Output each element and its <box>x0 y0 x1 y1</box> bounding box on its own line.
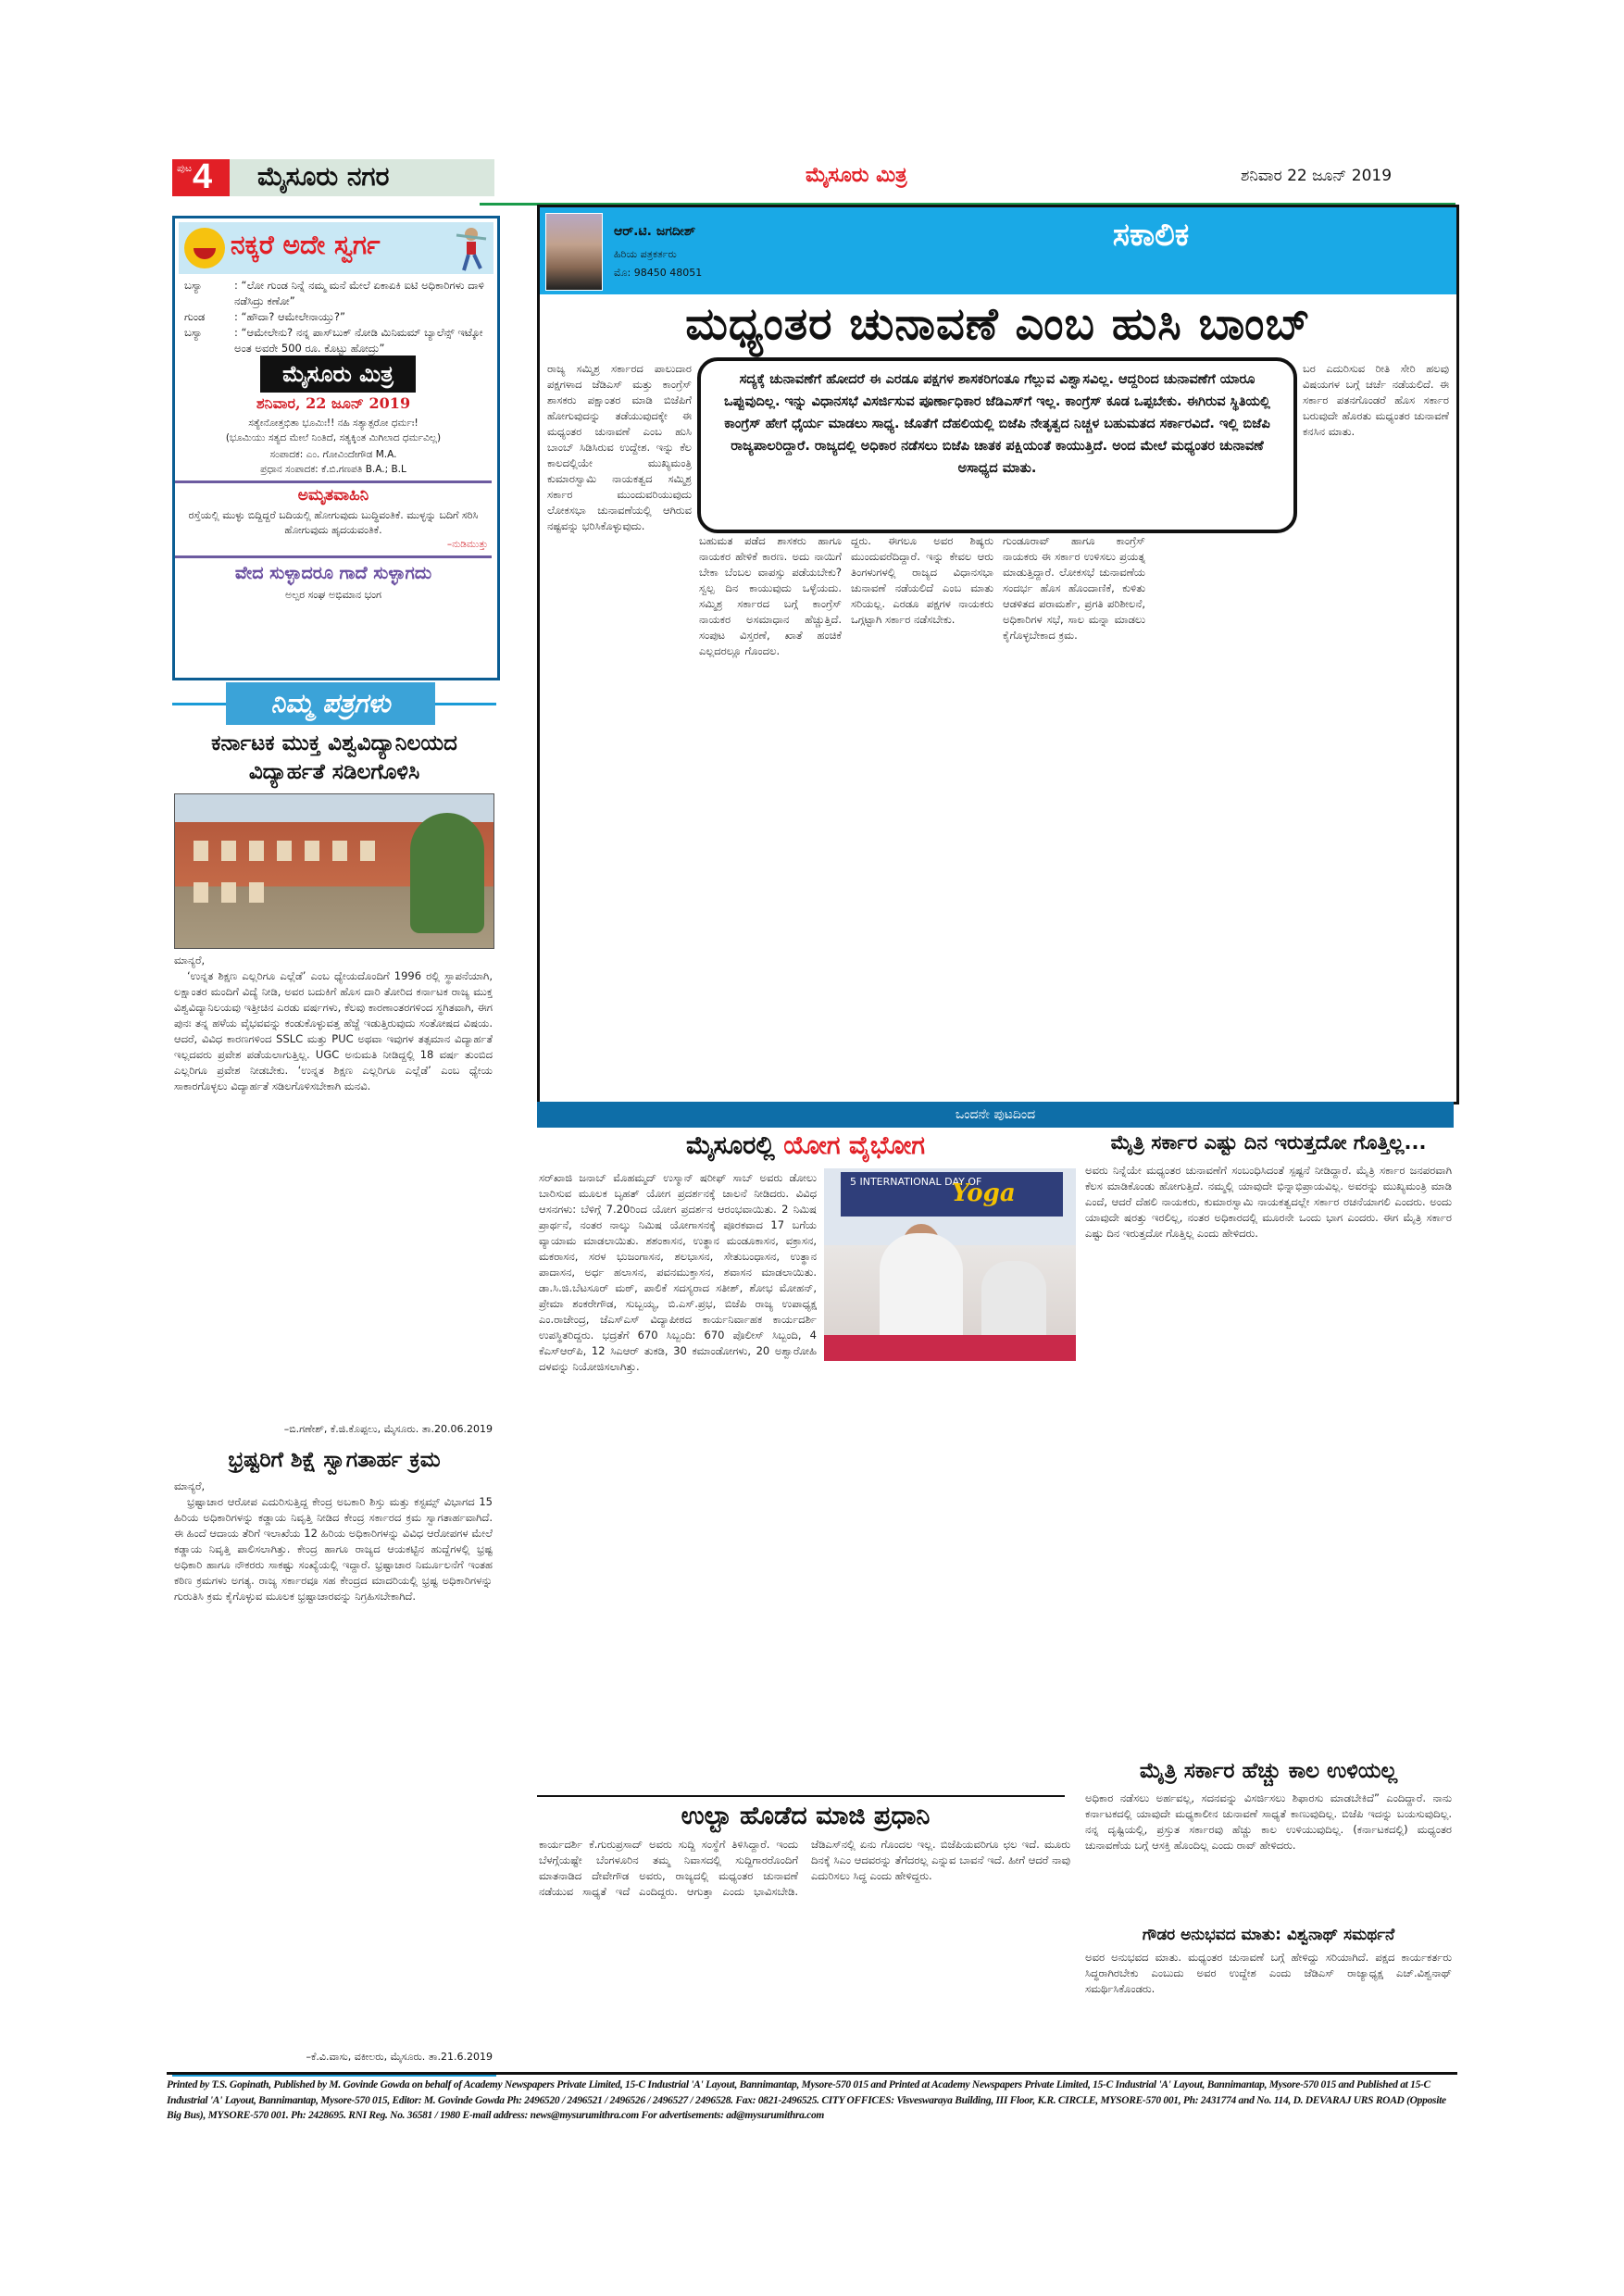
letter1-signature: –ಬಿ.ಗಣೇಶ್, ಕೆ.ಜಿ.ಕೊಪ್ಪಲು, ಮೈಸೂರು. ತಾ.20.06.2019 <box>283 1423 493 1435</box>
feature-article <box>537 205 1459 1104</box>
gowda-text: ಅವರ ಅನುಭವದ ಮಾತು. ಮಧ್ಯಂತರ ಚುನಾವಣೆ ಬಗ್ಗೆ ಹೇಳಿದ್ದು ಸರಿಯಾಗಿದೆ. ಪಕ್ಷದ ಕಾರ್ಯಕರ್ತರು ಸಿದ್ಧರಾಗಿರಬೇಕು ಎಂಬುದು ಅವರ ಉದ್ದೇಶ ಎಂದು ಜೆಡಿಎಸ್ ರಾಜ್ಯಾಧ್ಯಕ್ಷ ಎಚ್.ವಿಶ್ವನಾಥ್ ಸಮರ್ಥಿಸಿಕೊಂಡರು. <box>1085 1951 1452 1995</box>
joke-speaker: ಬಸ್ಯಾ <box>184 326 203 339</box>
masthead-date: ಶನಿವಾರ, 22 ಜೂನ್ 2019 <box>256 394 411 412</box>
letter2-headline: ಭ್ರಷ್ಟರಿಗೆ ಶಿಕ್ಷೆ ಸ್ವಾಗತಾರ್ಹ ಕ್ರಮ <box>228 1447 441 1472</box>
joke-masthead-box <box>172 216 500 680</box>
feature-col2-text: ಬಹುಮತ ಪಡೆದ ಶಾಸಕರು ಹಾಗೂ ನಾಯಕರ ಹೇಳಿಕೆ ಕಾರಣ. ಅದು ನಾಯಿಗೆ ಬೇಕಾ ಬೆಂಬಲ ವಾಪಸ್ಸು ಪಡೆಯಬೇಕು? ಸ್ವಲ್ಪ ದಿನ ಕಾಯುವುದು ಒಳ್ಳೆಯದು. ಸಮ್ಮಿಶ್ರ ಸರ್ಕಾರದ ಬಗ್ಗೆ ಕಾಂಗ್ರೆಸ್ ನಾಯಕರ ಅಸಮಾಧಾನ ಹೆಚ್ಚುತ್ತಿದೆ. ಸಂಪುಟ ವಿಸ್ತರಣೆ, ಖಾತೆ ಹಂಚಿಕೆ ಎಲ್ಲದರಲ್ಲೂ ಗೊಂದಲ. <box>699 534 842 657</box>
section-header <box>230 159 494 196</box>
masthead-motto: ಸತ್ಯೇನೋತ್ತಭಿತಾ ಭೂಮಿಃ!! ನಹಿ ಸತ್ಯಾತ್ಪರೋ ಧರ್ಮಃ! <box>248 418 418 429</box>
maitri1-text: ಅವರು ನಿನ್ನೆಯೇ ಮಧ್ಯಂತರ ಚುನಾವಣೆಗೆ ಸಂಬಂಧಿಸಿದಂತೆ ಸ್ಪಷ್ಟನೆ ನೀಡಿದ್ದಾರೆ. ಮೈತ್ರಿ ಸರ್ಕಾರ ಜನಪರವಾಗಿ ಕೆಲಸ ಮಾಡಿಕೊಂಡು ಹೋಗುತ್ತಿದೆ. ನಮ್ಮಲ್ಲಿ ಯಾವುದೇ ಭಿನ್ನಾಭಿಪ್ರಾಯವಿಲ್ಲ. ಅವರನ್ನು ಮುಖ್ಯಮಂತ್ರಿ ಮಾಡಿ ಎಂದೆ, ಆದರೆ ದೆಹಲಿ ನಾಯಕರು, ಕುಮಾರಸ್ವಾಮಿ ನಾಯಕತ್ವದಲ್ಲೇ ಸರ್ಕಾರ ರಚನೆಯಾಗಲಿ ಎಂದರು. ಅಂದು ಯಾವುದೇ ಷರತ್ತು ಇರಲಿಲ್ಲ, ನಂತರ ಅಧಿಕಾರದಲ್ಲಿ ಮೂರನೇ ಒಂದು ಭಾಗ ಎಂದರು. ಈಗ ಮೈತ್ರಿ ಸರ್ಕಾರ ಎಷ್ಟು ದಿನ ಇರುತ್ತದೋ ಗೊತ್ತಿಲ್ಲ ಎಂದು ಹೇಳಿದರು. <box>1085 1164 1452 1240</box>
divider <box>175 480 492 483</box>
joke-dialogue <box>184 278 486 356</box>
letter1-body <box>174 953 493 1094</box>
issue-date: ಶನಿವಾರ 22 ಜೂನ್ 2019 <box>1241 167 1393 185</box>
letter1-text: ‘ಉನ್ನತ ಶಿಕ್ಷಣ ಎಲ್ಲರಿಗೂ ಎಲ್ಲೆಡೆ’ ಎಂಬ ಧ್ಯೇಯದೊಂದಿಗೆ 1996 ರಲ್ಲಿ ಸ್ಥಾಪನೆಯಾಗಿ, ಲಕ್ಷಾಂತರ ಮಂದಿಗೆ ವಿದ್ಯೆ ನೀಡಿ, ಅವರ ಬದುಕಿಗೆ ಹೊಸ ದಾರಿ ತೋರಿದ ಕರ್ನಾಟಕ ರಾಜ್ಯ ಮುಕ್ತ ವಿಶ್ವವಿದ್ಯಾನಿಲಯವು ಇತ್ತೀಚಿನ ಎರಡು ವರ್ಷಗಳು, ಕೆಲವು ಕಾರಣಾಂತರಗಳಿಂದ ಸ್ಥಗಿತವಾಗಿ, ಈಗ ಪುನಃ ತನ್ನ ಹಳೆಯ ವೈಭವವನ್ನು ಕಂಡುಕೊಳ್ಳುವತ್ತ ಹೆಜ್ಜೆ ಇಡುತ್ತಿರುವುದು ಸಂತೋಷದ ವಿಷಯ. ಆದರೆ, ವಿವಿಧ ಕಾರಣಗಳಿಂದ SSLC ಮತ್ತು PUC ಅಥವಾ ಇವುಗಳ ತತ್ಸಮಾನ ವಿದ್ಯಾರ್ಹತೆ ಇಲ್ಲದವರು ಪ್ರವೇಶ ಪಡೆಯಲಾಗುತ್ತಿಲ್ಲ. UGC ಅನುಮತಿ ನೀಡಿದ್ದಲ್ಲಿ 18 ವರ್ಷ ತುಂಬಿದ ಎಲ್ಲರಿಗೂ ಪ್ರವೇಶ ನೀಡಬೇಕು. ‘ಉನ್ನತ ಶಿಕ್ಷಣ ಎಲ್ಲರಿಗೂ ಎಲ್ಲೆಡೆ’ ಎಂಬ ಧ್ಯೇಯ ಸಾಕಾರಗೊಳ್ಳಲು ವಿದ್ಯಾರ್ಹತೆ ಸಡಿಲಗೊಳಿಸಬೇಕಾಗಿ ಮನವಿ. <box>174 969 493 1092</box>
joke-title: ನಕ್ಕರೆ ಅದೇ ಸ್ವರ್ಗ <box>231 230 381 260</box>
feature-col3-text: ದ್ದರು. ಈಗಲೂ ಅವರ ಶಿಷ್ಯರು ಮುಂದುವರೆದಿದ್ದಾರೆ. ಇನ್ನು ಕೇವಲ ಆರು ತಿಂಗಳುಗಳಲ್ಲಿ ರಾಜ್ಯದ ವಿಧಾನಸಭಾ ಚುನಾವಣೆ ನಡೆಯಲಿದೆ ಎಂಬ ಮಾತು ಸರಿಯಲ್ಲ. ಎರಡೂ ಪಕ್ಷಗಳ ನಾಯಕರು ಒಗ್ಗಟ್ಟಾಗಿ ಸರ್ಕಾರ ನಡೆಸಬೇಕು. <box>851 534 993 626</box>
author-role: ಹಿರಿಯ ಪತ್ರಕರ್ತರು <box>614 248 677 260</box>
yoga-banner-text: 5 INTERNATIONAL DAY OF <box>850 1176 982 1188</box>
pull-quote-text: ಸದ್ಯಕ್ಕೆ ಚುನಾವಣೆಗೆ ಹೋದರೆ ಈ ಎರಡೂ ಪಕ್ಷಗಳ ಶಾಸಕರಿಗಂತೂ ಗೆಲ್ಲುವ ವಿಶ್ವಾಸವಿಲ್ಲ. ಆದ್ದರಿಂದ ಚುನಾವಣೆಗೆ ಯಾರೂ ಒಪ್ಪುವುದಿಲ್ಲ. ಇನ್ನು ವಿಧಾನಸಭೆ ವಿಸರ್ಜಿಸುವ ಪೂರ್ಣಾಧಿಕಾರ ಜೆಡಿಎಸ್‌ಗೆ ಇಲ್ಲ. ಕಾಂಗ್ರೆಸ್ ಕೂಡ ಒಪ್ಪಬೇಕು. ಈಗಿರುವ ಸ್ಥಿತಿಯಲ್ಲಿ ಕಾಂಗ್ರೆಸ್ ಹೇಗೆ ಧೈರ್ಯ ಮಾಡಲು ಸಾಧ್ಯ. ಜೊತೆಗೆ ದೆಹಲಿಯಲ್ಲಿ ಬಿಜೆಪಿ ನೇತೃತ್ವದ ನಿಚ್ಚಳ ಬಹುಮತದ ಸರ್ಕಾರವಿದೆ. ಇಲ್ಲಿ ಬಿಜೆಪಿ ರಾಜ್ಯಪಾಲರಿದ್ದಾರೆ. ರಾಜ್ಯದಲ್ಲಿ ಅಧಿಕಾರ ನಡೆಸಲು ಬಿಜೆಪಿ ಚಾತಕ ಪಕ್ಷಿಯಂತೆ ಕಾಯುತ್ತಿದೆ. ಅಂದ ಮೇಲೆ ಮಧ್ಯಂತರ ಚುನಾವಣೆ ಅಸಾಧ್ಯದ ಮಾತು. <box>723 372 1271 476</box>
letter1-salutation: ಮಾನ್ಯರೆ, <box>174 954 206 967</box>
letter2-signature: –ಕೆ.ವಿ.ವಾಸು, ವಕೀಲರು, ಮೈಸೂರು. ತಾ.21.6.2019 <box>306 2051 493 2063</box>
page-number: 4 <box>193 157 213 196</box>
amritavahini-author: –ನುಡಿಮುತ್ತು <box>446 539 488 550</box>
laughing-smiley-icon <box>184 228 225 268</box>
divider <box>175 555 492 558</box>
joke-line <box>184 325 486 356</box>
feature-col1-text: ರಾಜ್ಯ ಸಮ್ಮಿಶ್ರ ಸರ್ಕಾರದ ಪಾಲುದಾರ ಪಕ್ಷಗಳಾದ ಜೆಡಿಎಸ್ ಮತ್ತು ಕಾಂಗ್ರೆಸ್ ಶಾಸಕರು ಪಕ್ಷಾಂತರ ಮಾಡಿ ಬಿಜೆಪಿಗೆ ಹೋಗುವುದನ್ನು ತಡೆಯುವುದಕ್ಕೇ ಈ ಮಧ್ಯಂತರ ಚುನಾವಣೆ ಎಂಬ ಹುಸಿ ಬಾಂಬ್ ಸಿಡಿಸಿರುವ ಉದ್ದೇಶ. ಇನ್ನು ಕೆಲ ಕಾಲದಲ್ಲಿಯೇ ಮುಖ್ಯಮಂತ್ರಿ ಕುಮಾರಸ್ವಾಮಿ ನಾಯಕತ್ವದ ಸಮ್ಮಿಶ್ರ ಸರ್ಕಾರ ಮುಂದುವರಿಯುವುದು ಲೋಕಸಭಾ ಚುನಾವಣೆಯಲ್ಲಿ ಆಗಿರುವ ನಷ್ಟವನ್ನು ಭರಿಸಿಕೊಳ್ಳುವುದು. <box>547 362 692 532</box>
feature-kicker: ಸಕಾಲಿಕ <box>1112 217 1190 254</box>
feature-headline: ಮಧ್ಯಂತರ ಚುನಾವಣೆ ಎಂಬ ಹುಸಿ ಬಾಂಬ್ <box>685 298 1311 350</box>
maitri1-headline: ಮೈತ್ರಿ ಸರ್ಕಾರ ಎಷ್ಟು ದಿನ ಇರುತ್ತದೋ ಗೊತ್ತಿಲ್ಲ... <box>1110 1131 1427 1154</box>
yoga-headline <box>537 1131 1074 1161</box>
ulta-headline: ಉಲ್ಟಾ ಹೊಡೆದ ಮಾಜಿ ಪ್ರಧಾನಿ <box>681 1802 931 1830</box>
feature-column-3 <box>851 533 993 628</box>
joke-speaker: ಬಸ್ಯಾ <box>184 279 203 292</box>
author-photo <box>545 213 603 291</box>
maitri1-body <box>1085 1163 1452 1242</box>
joke-text: : “ಆಮೇಲೇನು? ನನ್ನ ಪಾಸ್‌ಬುಕ್ ನೋಡಿ ಮಿನಿಮಮ್ ಬ್ಯಾಲೆನ್ಸ್ ಇಟ್ಕೋ ಅಂತ ಅವರೇ 500 ರೂ. ಕೊಟ್ಟು ಹೋದ್ರು” <box>234 326 483 355</box>
maitri2-headline: ಮೈತ್ರಿ ಸರ್ಕಾರ ಹೆಚ್ಚು ಕಾಲ ಉಳಿಯಲ್ಲ <box>1139 1759 1398 1783</box>
section-title: ಮೈಸೂರು ನಗರ <box>257 161 390 192</box>
maitri2-text: ಅಧಿಕಾರ ನಡೆಸಲು ಅರ್ಹವಲ್ಲ, ಸದನವನ್ನು ವಿಸರ್ಜಿಸಲು ಶಿಫಾರಸು ಮಾಡಬೇಕಿದೆ” ಎಂದಿದ್ದಾರೆ. ನಾನು ಕರ್ನಾಟಕದಲ್ಲಿ ಯಾವುದೇ ಮಧ್ಯಕಾಲೀನ ಚುನಾವಣೆ ಸಾಧ್ಯತೆ ಕಾಣುವುದಿಲ್ಲ. ಬಿಜೆಪಿ ಇದನ್ನು ಬಯಸುವುದಿಲ್ಲ. ನನ್ನ ದೃಷ್ಟಿಯಲ್ಲಿ, ಪ್ರಸ್ತುತ ಸರ್ಕಾರವು ಹೆಚ್ಚು ಕಾಲ ಉಳಿಯುವುದಿಲ್ಲ. (ಕರ್ನಾಟಕದಲ್ಲಿ) ಮಧ್ಯಂತರ ಚುನಾವಣೆಯ ಬಗ್ಗೆ ಆಸಕ್ತಿ ಹೊಂದಿಲ್ಲ ಎಂದು ರಾವ್ ಹೇಳಿದರು. <box>1085 1791 1452 1852</box>
joke-text: : “ಲೋ ಗುಂಡ ನಿನ್ನೆ ನಮ್ಮ ಮನೆ ಮೇಲೆ ಏಕಾಏಕಿ ಐಟಿ ಅಧಿಕಾರಿಗಳು ದಾಳಿ ನಡೆಸಿದ್ರು ಕಣೋ” <box>234 279 484 307</box>
pull-quote-box <box>697 357 1297 533</box>
masthead-motto-translation: (ಭೂಮಿಯು ಸತ್ಯದ ಮೇಲೆ ನಿಂತಿದೆ, ಸತ್ಯಕ್ಕಿಂತ ಮಿಗಿಲಾದ ಧರ್ಮವಿಲ್ಲ) <box>225 432 442 443</box>
amritavahini-quote: ರಸ್ತೆಯಲ್ಲಿ ಮುಳ್ಳು ಬಿದ್ದಿದ್ದರೆ ಬದಿಯಲ್ಲಿ ಹೋಗುವುದು ಬುದ್ಧಿವಂತಿಕೆ. ಮುಳ್ಳನ್ನು ಬದಿಗೆ ಸರಿಸಿ ಹೋಗುವುದು ಹೃದಯವಂತಿಕೆ. <box>188 509 479 536</box>
proverb-text: ಅಲ್ಪರ ಸಂಘ ಅಭಿಮಾನ ಭಂಗ <box>285 589 381 601</box>
feature-column-5 <box>1303 361 1449 440</box>
joke-line <box>184 278 486 309</box>
imprint-footer: Printed by T.S. Gopinath, Published by M. Govinde Gowda on behalf of Academy Newspapers Private Limited, 15-C Industrial 'A' Layout, Bannimantap, Mysore-570 015 and Printed at Academy Newspapers Private Limited, 15-C Industrial 'A' Layout, Bannimantap, Mysore-570 015 and Published at 15-C Industrial 'A' Layout, Bannimantap, Mysore-570 015, Editor: M. Govinde Gowda Ph: 2496520 / 2496521 / 2496526 / 2496527 / 2496528. Fax: 0821-2496525. CITY OFFICES: Visveswaraya Building, III Floor, K.R. CIRCLE, MYSORE-570 001, Ph: 2431774 and No. 114, D. DEVARAJ URS ROAD (Opposite Big Bus), MYSORE-570 001. Ph: 2428695. RNI Reg. No. 36581 / 1980 E-mail address: news@mysurumithra.com For advertisements: ad@mysurumithra.com <box>167 2079 1446 2121</box>
joke-text: : “ಹೌದಾ? ಆಮೇಲೇನಾಯ್ತು?” <box>234 310 345 323</box>
feature-column-2 <box>699 533 842 659</box>
ulta-text: ಕಾರ್ಯದರ್ಶಿ ಕೆ.ಗುರುಪ್ರಸಾದ್ ಅವರು ಸುದ್ದಿ ಸಂಸ್ಥೆಗೆ ತಿಳಿಸಿದ್ದಾರೆ. ಇಂದು ಬೆಳಗ್ಗೆಯಷ್ಟೇ ಬೆಂಗಳೂರಿನ ತಮ್ಮ ನಿವಾಸದಲ್ಲಿ ಸುದ್ದಿಗಾರರೊಂದಿಗೆ ಮಾತನಾಡಿದ ದೇವೇಗೌಡ ಅವರು, ರಾಜ್ಯದಲ್ಲಿ ಮಧ್ಯಂತರ ಚುನಾವಣೆ ನಡೆಯುವ ಸಾಧ್ಯತೆ ಇದೆ ಎಂದಿದ್ದರು. ಆಗುತ್ತಾ ಎಂದು ಭಾವಿಸಬೇಡಿ. ಜೆಡಿಎಸ್‌ನಲ್ಲಿ ಏನು ಗೊಂದಲ ಇಲ್ಲ. ಬಿಜೆಪಿಯವರಿಗೂ ಛಲ ಇದೆ. ಮೂರು ದಿನಕ್ಕೆ ಸಿಎಂ ಆದವರನ್ನು ತೆಗೆದರಲ್ಲ ಎನ್ನುವ ಬಾವನೆ ಇದೆ. ಹೀಗೆ ಆದರೆ ನಾವು ಎದುರಿಸಲು ಸಿದ್ಧ ಎಂದು ಹೇಳಿದ್ದರು. <box>539 1838 1070 1898</box>
joke-line <box>184 309 486 325</box>
yoga-headline-red: ಯೋಗ ವೈಭೋಗ <box>783 1131 925 1160</box>
joke-banner <box>179 222 493 274</box>
page-label: ಪುಟ <box>177 162 193 174</box>
yoga-day-photo <box>824 1168 1076 1361</box>
letters-section <box>172 682 496 2071</box>
masthead-chief-editor: ಪ್ರಧಾನ ಸಂಪಾದಕ: ಕೆ.ಬಿ.ಗಣಪತಿ B.A.; B.L <box>260 464 406 475</box>
feature-column-4 <box>1003 533 1145 643</box>
ulta-body <box>539 1837 1070 1900</box>
maitri2-body <box>1085 1791 1452 1853</box>
yoga-day-banner <box>841 1172 1063 1217</box>
page-number-badge <box>172 159 230 196</box>
yoga-headline-black: ಮೈಸೂರಲ್ಲಿ <box>685 1131 775 1160</box>
amritavahini-title: ಅಮೃತವಾಹಿನಿ <box>297 486 369 505</box>
letters-section-logo: ನಿಮ್ಮ ಪತ್ರಗಳು <box>226 682 435 725</box>
letter2-body <box>174 1479 493 1604</box>
paper-logo: ಮೈಸೂರು ಮಿತ್ರ <box>806 163 907 187</box>
divider <box>537 1795 1065 1797</box>
author-name: ಆರ್.ಟಿ. ಜಗದೀಶ್ <box>614 224 696 239</box>
yoga-body-col1 <box>539 1170 817 1375</box>
letter2-salutation: ಮಾನ್ಯರೆ, <box>174 1479 206 1492</box>
letter1-headline: ಕರ್ನಾಟಕ ಮುಕ್ತ ವಿಶ್ವವಿದ್ಯಾನಿಲಯದ ವಿದ್ಯಾರ್ಹತೆ ಸಡಿಲಗೊಳಿಸಿ <box>211 730 457 784</box>
gowda-body <box>1085 1950 1452 1997</box>
letter2-text: ಭ್ರಷ್ಟಾಚಾರ ಆರೋಪ ಎದುರಿಸುತ್ತಿದ್ದ ಕೇಂದ್ರ ಅಬಕಾರಿ ಶಿಸ್ತು ಮತ್ತು ಕಸ್ಟಮ್ಸ್ ವಿಭಾಗದ 15 ಹಿರಿಯ ಅಧಿಕಾರಿಗಳನ್ನು ಕಡ್ಡಾಯ ನಿವೃತ್ತಿ ನೀಡಿದ ಕೇಂದ್ರ ಸರ್ಕಾರದ ಕ್ರಮ ಸ್ವಾಗತಾರ್ಹವಾಗಿದೆ. ಈ ಹಿಂದೆ ಆದಾಯ ತೆರಿಗೆ ಇಲಾಖೆಯ 12 ಹಿರಿಯ ಅಧಿಕಾರಿಗಳನ್ನು ವಿವಿಧ ಆರೋಪಗಳ ಮೇಲೆ ಕಡ್ಡಾಯ ನಿವೃತ್ತಿ ಪಾಲಿಸಲಾಗಿತ್ತು. ಕೇಂದ್ರ ಹಾಗೂ ರಾಜ್ಯದ ಆಯಕಟ್ಟಿನ ಹುದ್ದೆಗಳಲ್ಲಿ ಭ್ರಷ್ಟ ಅಧಿಕಾರಿ ಹಾಗೂ ನೌಕರರು ಸಾಕಷ್ಟು ಸಂಖ್ಯೆಯಲ್ಲಿ ಇದ್ದಾರೆ. ಭ್ರಷ್ಟಾಚಾರ ನಿರ್ಮೂಲನೆಗೆ ಇಂತಹ ಕಠಿಣ ಕ್ರಮಗಳು ಅಗತ್ಯ. ರಾಜ್ಯ ಸರ್ಕಾರವೂ ಸಹ ಕೇಂದ್ರದ ಮಾದರಿಯಲ್ಲಿ ಭ್ರಷ್ಟ ಅಧಿಕಾರಿಗಳನ್ನು ಗುರುತಿಸಿ ಕ್ರಮ ಕೈಗೊಳ್ಳುವ ಮೂಲಕ ಭ್ರಷ್ಟಾಚಾರವನ್ನು ನಿಗ್ರಹಿಸಬೇಕಾಗಿದೆ. <box>174 1495 493 1603</box>
yoga-body: ಸರ್‌ಖಾಜಿ ಜನಾಬ್ ಮೊಹಮ್ಮದ್ ಉಸ್ಮಾನ್ ಷರೀಫ್ ಸಾಬ್ ಅವರು ಡೋಲು ಬಾರಿಸುವ ಮೂಲಕ ಬೃಹತ್ ಯೋಗ ಪ್ರದರ್ಶನಕ್ಕೆ ಚಾಲನೆ ನೀಡಿದರು. ವಿವಿಧ ಆಸನಗಳು: ಬೆಳಿಗ್ಗೆ 7.20ರಿಂದ ಯೋಗ ಪ್ರದರ್ಶನ ಆರಂಭವಾಯಿತು. 2 ನಿಮಿಷ ಪ್ರಾರ್ಥನೆ, ನಂತರ ನಾಲ್ಕು ನಿಮಿಷ ಯೋಗಾಸನಕ್ಕೆ ಪೂರಕವಾದ 17 ಬಗೆಯ ವ್ಯಾಯಾಮ ಮಾಡಲಾಯಿತು. ಶಶಂಕಾಸನ, ಉತ್ಥಾನ ಮಂಡೂಕಾಸನ, ವಕ್ರಾಸನ, ಮಕರಾಸನ, ಸರಳ ಭುಜಂಗಾಸನ, ಶಲಭಾಸನ, ಸೇತುಬಂಧಾಸನ, ಉತ್ಥಾನ ಪಾದಾಸನ, ಅರ್ಧ ಹಲಾಸನ, ಪವನಮುಕ್ತಾಸನ, ಶವಾಸನ ಮಾಡಲಾಯಿತು. ಡಾ.ಸಿ.ಜಿ.ಬೆಟಸೂರ್ ಮಠ್, ಪಾಲಿಕೆ ಸದಸ್ಯರಾದ ಸತೀಶ್, ಶೋಭ ಮೋಹನ್, ಪ್ರೇಮಾ ಶಂಕರೇಗೌಡ, ಸುಬ್ಬಯ್ಯ, ಬಿ.ಎಸ್.ಪ್ರಭ, ಬಿಜೆಪಿ ರಾಜ್ಯ ಉಪಾಧ್ಯಕ್ಷ ಎಂ.ರಾಜೇಂದ್ರ, ಜೆಎಸ್‌ಎಸ್ ವಿದ್ಯಾಪೀಠದ ಕಾರ್ಯನಿರ್ವಾಹಕ ಕಾರ್ಯದರ್ಶಿ ಉಪಸ್ಥಿತರಿದ್ದರು. ಭದ್ರತೆಗೆ 670 ಸಿಬ್ಬಂದಿ: 670 ಪೊಲೀಸ್ ಸಿಬ್ಬಂದಿ, 4 ಕೆಎಸ್‌ಆರ್‌ಪಿ, 12 ಸಿಎಆರ್ ತುಕಡಿ, 30 ಕಮಾಂಡೋಗಳು, 20 ಅಶ್ವಾರೋಹಿ ದಳವನ್ನು ನಿಯೋಜಿಸಲಾಗಿತ್ತು. <box>539 1171 817 1373</box>
feature-col5-text: ಬರ ಎದುರಿಸುವ ರೀತಿ ಸೇರಿ ಹಲವು ವಿಷಯಗಳ ಬಗ್ಗೆ ಚರ್ಚೆ ನಡೆಯಲಿದೆ. ಈ ಸರ್ಕಾರ ಪತನಗೊಂಡರೆ ಹೊಸ ಸರ್ಕಾರ ಬರುವುದೇ ಹೊರತು ಮಧ್ಯಂತರ ಚುನಾವಣೆ ಕನಸಿನ ಮಾತು. <box>1303 362 1449 438</box>
feature-band <box>540 207 1456 294</box>
university-building-photo <box>174 793 494 949</box>
masthead-editor: ಸಂಪಾದಕ: ಎಂ. ಗೋವಿಂದೇಗೌಡ M.A. <box>269 449 397 460</box>
continued-band: ಒಂದನೇ ಪುಟದಿಂದ <box>537 1102 1454 1128</box>
feature-column-1 <box>547 361 692 534</box>
footer-rule <box>167 2072 1457 2075</box>
proverb-title: ವೇದ ಸುಳ್ಳಾದರೂ ಗಾದೆ ಸುಳ್ಳಾಗದು <box>234 563 432 583</box>
yoga-banner-word: Yoga <box>952 1179 1016 1207</box>
feature-col4-text: ಗುಂಡೂರಾವ್ ಹಾಗೂ ಕಾಂಗ್ರೆಸ್ ನಾಯಕರು ಈ ಸರ್ಕಾರ ಉಳಿಸಲು ಪ್ರಯತ್ನ ಮಾಡುತ್ತಿದ್ದಾರೆ. ಲೋಕಸಭೆ ಚುನಾವಣೆಯ ಸಂದರ್ಭ ಹೊಸ ಹೊಂದಾಣಿಕೆ, ಕುಳಿತು ಆಡಳಿತದ ಪರಾಮರ್ಶೆ, ಪ್ರಗತಿ ಪರಿಶೀಲನೆ, ಅಧಿಕಾರಿಗಳ ಸಭೆ, ಸಾಲ ಮನ್ನಾ ಮಾಡಲು ಕೈಗೊಳ್ಳಬೇಕಾದ ಕ್ರಮ. <box>1003 534 1145 642</box>
dancing-figure-icon <box>455 226 488 272</box>
author-phone: ಮೊ: 98450 48051 <box>614 267 703 279</box>
masthead-logo: ಮೈಸೂರು ಮಿತ್ರ <box>260 356 416 393</box>
joke-speaker: ಗುಂಡ <box>184 310 206 323</box>
gowda-headline: ಗೌಡರ ಅನುಭವದ ಮಾತು: ವಿಶ್ವನಾಥ್ ಸಮರ್ಥನೆ <box>1142 1926 1395 1944</box>
